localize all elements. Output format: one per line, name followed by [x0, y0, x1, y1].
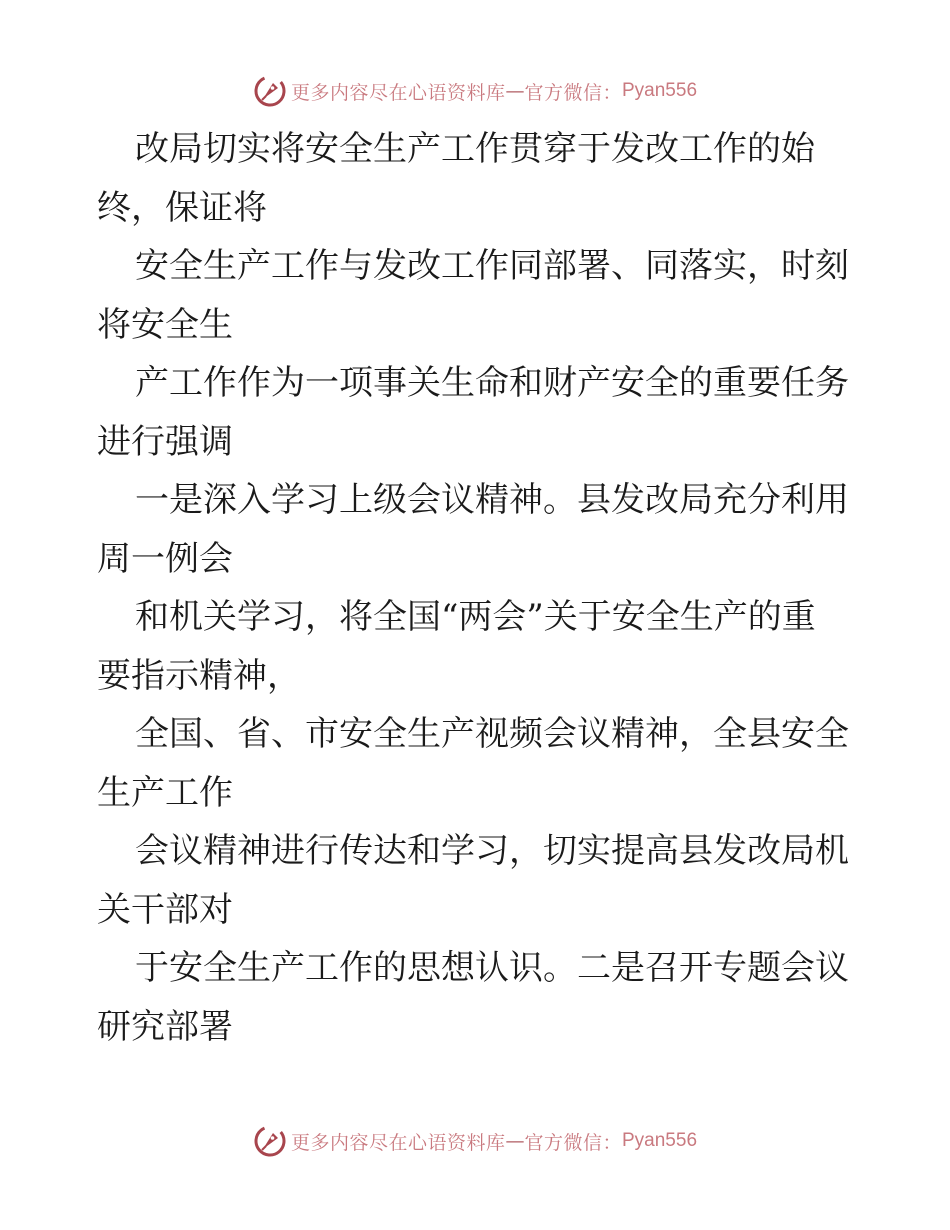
text-line: 产工作作为一项事关生命和财产安全的重要任务 — [135, 363, 849, 403]
text-line: 关干部对 — [97, 889, 233, 930]
footer-banner-suffix: 官方微信： — [524, 1131, 622, 1154]
text-line: 全国、省、市安全生产视频会议精神，全县安全 — [135, 714, 849, 754]
text-line: 终，保证将 — [97, 187, 267, 228]
footer-banner-handle: Pyan556 — [622, 1130, 698, 1151]
text-line: 进行强调 — [97, 421, 233, 462]
pen-nib-logo-icon — [253, 74, 287, 108]
text-line: 会议精神进行传达和学习，切实提高县发改局机 — [135, 831, 849, 871]
footer-banner-separator: — — [505, 1130, 525, 1152]
text-line: 要指示精神， — [97, 655, 301, 696]
header-banner-handle: Pyan556 — [622, 80, 698, 101]
text-line: 周一例会 — [97, 538, 233, 579]
text-line: 和机关学习，将全国“两会”关于安全生产的重 — [135, 597, 816, 637]
header-banner-suffix: 官方微信： — [524, 81, 622, 104]
text-line: 研究部署 — [97, 1006, 233, 1047]
text-line: 将安全生 — [97, 304, 233, 345]
text-line: 安全生产工作与发改工作同部署、同落实，时刻 — [135, 246, 849, 286]
footer-banner-text: 更多内容尽在心语资料库 — [290, 1131, 506, 1154]
text-line: 一是深入学习上级会议精神。县发改局充分利用 — [135, 480, 849, 520]
header-banner — [0, 71, 950, 111]
footer-banner — [0, 1121, 950, 1161]
pen-nib-logo-icon — [253, 1124, 287, 1158]
header-banner-text: 更多内容尽在心语资料库 — [290, 81, 506, 104]
text-line: 改局切实将安全生产工作贯穿于发改工作的始 — [135, 129, 815, 169]
text-line: 生产工作 — [97, 772, 233, 813]
text-line: 于安全生产工作的思想认识。二是召开专题会议 — [135, 948, 849, 988]
body-text — [97, 120, 867, 1056]
header-banner-separator: — — [505, 80, 525, 102]
